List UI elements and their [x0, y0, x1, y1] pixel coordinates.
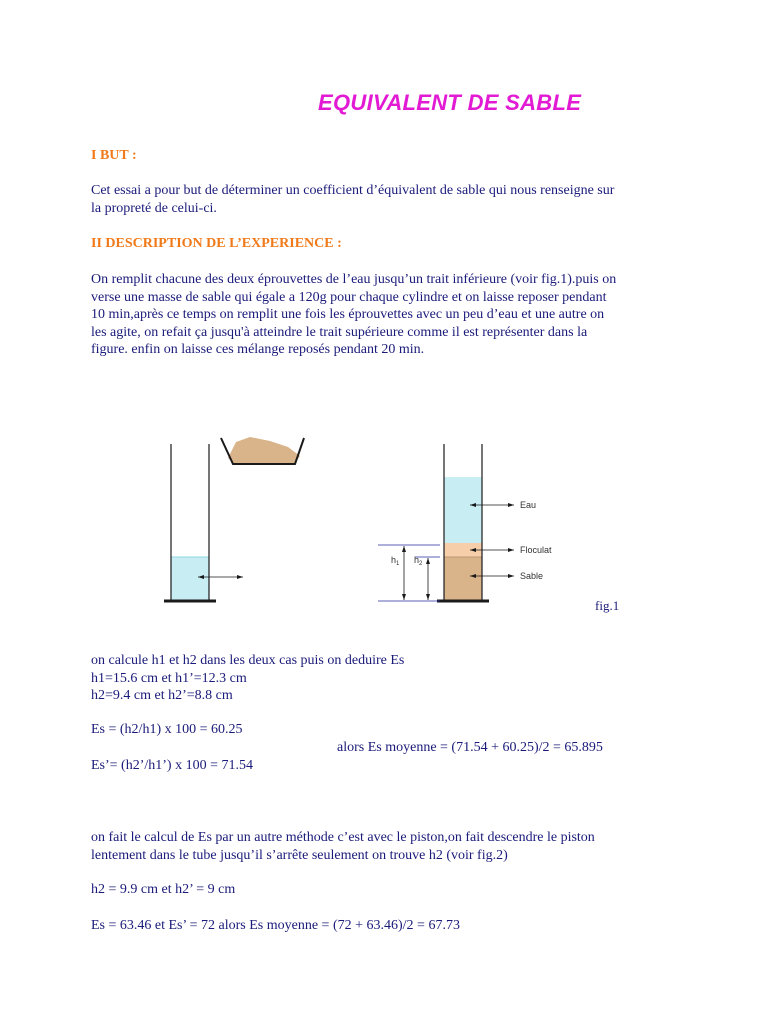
label-sable: Sable	[520, 571, 544, 581]
calc-intro: on calcule h1 et h2 dans les deux cas puis on deduire Es	[91, 653, 405, 668]
sand-tray	[221, 437, 304, 464]
water-fill-left	[171, 557, 209, 601]
section-heading-description: II DESCRIPTION DE L’EXPERIENCE :	[91, 236, 342, 251]
calc-h2: h2=9.4 cm et h2’=8.8 cm	[91, 688, 233, 703]
calc-h1: h1=15.6 cm et h1’=12.3 cm	[91, 670, 247, 686]
water-layer	[444, 477, 482, 543]
calc-es: Es = (h2/h1) x 100 = 60.25	[91, 722, 243, 737]
section-heading-but: I BUT :	[91, 148, 137, 163]
paragraph-description	[91, 271, 616, 359]
cylinder-left	[164, 444, 243, 601]
paragraph-line: Cet essai a pour but de déterminer un coefficient d’équivalent de sable qui nous renseigne sur	[91, 183, 615, 198]
calc-es-prime: Es’= (h2’/h1’) x 100 = 71.54	[91, 758, 253, 773]
paragraph-line: verse une masse de sable qui égale a 120g pour chaque cylindre et on laisse reposer pendant	[91, 289, 607, 305]
piston-paragraph	[91, 829, 595, 864]
sand-heap	[228, 437, 300, 464]
page-title: EQUIVALENT DE SABLE	[318, 90, 582, 115]
paragraph-line: lentement dans le tube jusqu’il s’arrête seulement on trouve h2 (voir fig.2)	[91, 847, 508, 863]
paragraph-line: on fait le calcul de Es par un autre méthode c’est avec le piston,on fait descendre le piston	[91, 830, 595, 845]
piston-h2: h2 = 9.9 cm et h2’ = 9 cm	[91, 882, 236, 897]
calc-moyenne: alors Es moyenne = (71.54 + 60.25)/2 = 65.895	[337, 740, 603, 755]
piston-es: Es = 63.46 et Es’ = 72 alors Es moyenne = (72 + 63.46)/2 = 67.73	[91, 918, 460, 933]
figure-1	[0, 420, 768, 620]
paragraph-line: 10 min,après ce temps on remplit une fois les éprouvettes avec un peu d’eau et une autre on	[91, 307, 605, 322]
paragraph-line: figure. enfin on laisse ces mélange reposés pendant 20 min.	[91, 342, 425, 357]
paragraph-line: On remplit chacune des deux éprouvettes de l’eau jusqu’un trait inférieure (voir fig.1).puis on	[91, 272, 617, 287]
figure-caption: fig.1	[595, 598, 620, 613]
label-h1: $h_1$	[391, 555, 400, 567]
paragraph-but	[91, 182, 614, 217]
paragraph-line: les agite, on refait ça jusqu'à atteindre le trait supérieure comme il est représenter dans la	[91, 324, 588, 340]
label-eau: Eau	[520, 500, 537, 510]
sand-layer	[444, 557, 482, 601]
label-h2: $h_2$	[414, 555, 423, 567]
paragraph-line: la propreté de celui-ci.	[91, 200, 217, 216]
calc-block	[91, 652, 404, 705]
cylinder-right	[378, 444, 552, 601]
label-floculat: Floculat	[520, 545, 552, 555]
